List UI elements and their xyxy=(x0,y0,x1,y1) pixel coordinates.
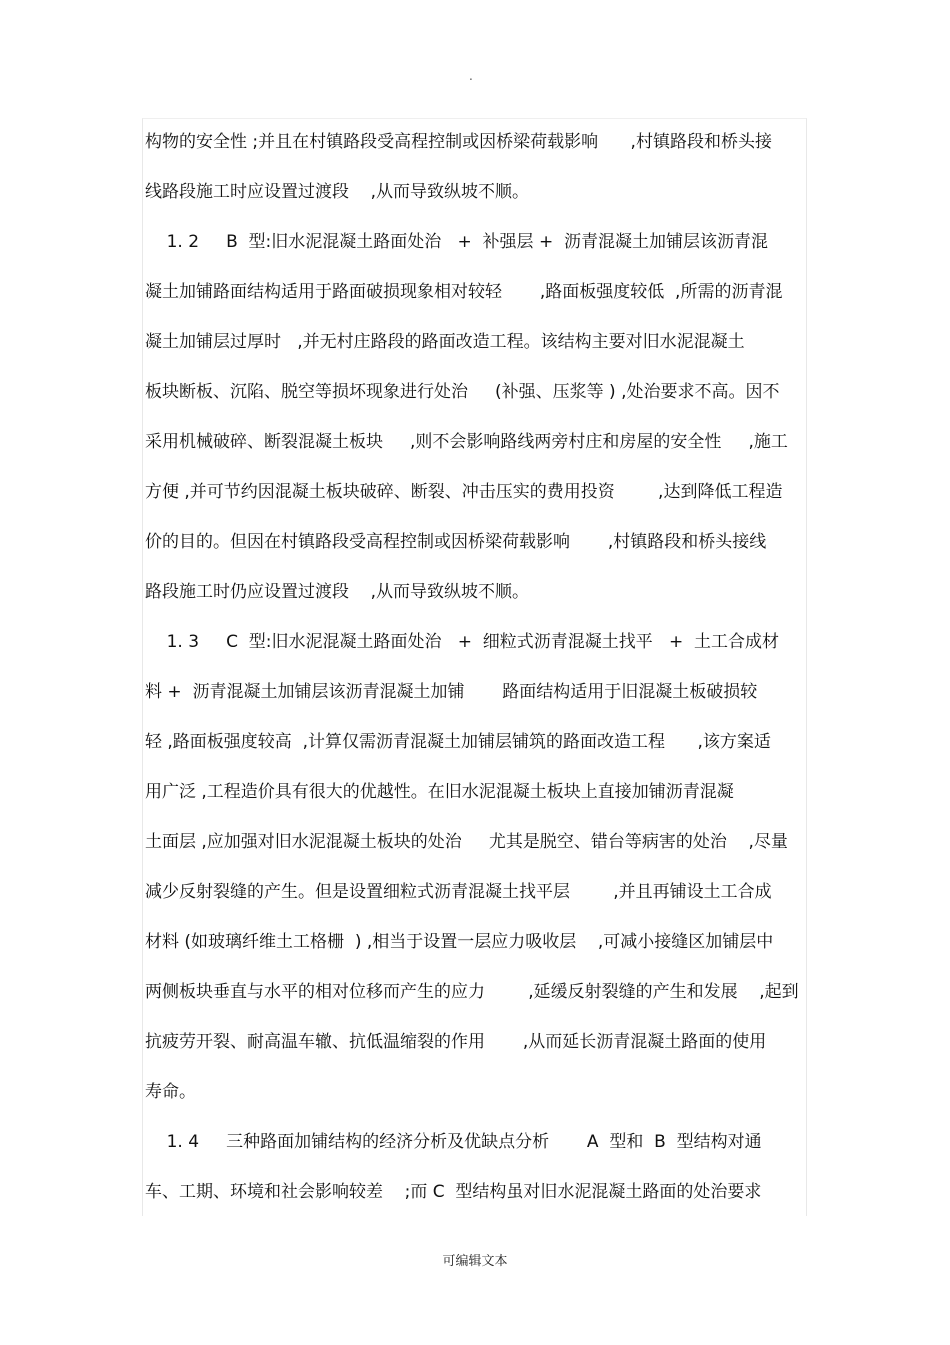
text-line: 轻 ,路面板强度较高 ,计算仅需沥青混凝土加铺层铺筑的路面改造工程 ,该方案适 xyxy=(145,732,771,752)
text-line: 寿命。 xyxy=(145,1082,196,1102)
text-line: 路段施工时仍应设置过渡段 ,从而导致纵坡不顺。 xyxy=(145,582,530,602)
text-line: 两侧板块垂直与水平的相对位移而产生的应力 ,延缓反射裂缝的产生和发展 ,起到 xyxy=(145,982,799,1002)
text-line: 板块断板、沉陷、脱空等损坏现象进行处治 (补强、压浆等 ) ,处治要求不高。因不 xyxy=(145,382,780,402)
text-line: 构物的安全性 ;并且在村镇路段受高程控制或因桥梁荷载影响 ,村镇路段和桥头接 xyxy=(145,132,772,152)
text-line: 采用机械破碎、断裂混凝土板块 ,则不会影响路线两旁村庄和房屋的安全性 ,施工 xyxy=(145,432,788,452)
text-line: 用广泛 ,工程造价具有很大的优越性。在旧水泥混凝土板块上直接加铺沥青混凝 xyxy=(145,782,734,802)
page-footer: 可编辑文本 xyxy=(442,1254,508,1269)
text-line: 方便 ,并可节约因混凝土板块破碎、断裂、冲击压实的费用投资 ,达到降低工程造 xyxy=(145,482,783,502)
text-line: 减少反射裂缝的产生。但是设置细粒式沥青混凝土找平层 ,并且再铺设土工合成 xyxy=(145,882,772,902)
page-top-mark: . xyxy=(469,69,473,83)
text-line: 抗疲劳开裂、耐高温车辙、抗低温缩裂的作用 ,从而延长沥青混凝土路面的使用 xyxy=(145,1032,767,1052)
text-line: 价的目的。但因在村镇路段受高程控制或因桥梁荷载影响 ,村镇路段和桥头接线 xyxy=(145,532,767,552)
text-line: 凝土加铺层过厚时 ,并无村庄路段的路面改造工程。该结构主要对旧水泥混凝土 xyxy=(145,332,745,352)
text-line: 车、工期、环境和社会影响较差 ;而 C 型结构虽对旧水泥混凝土路面的处治要求 xyxy=(145,1182,762,1202)
text-line: 1. 4 三种路面加铺结构的经济分析及优缺点分析 A 型和 B 型结构对通 xyxy=(145,1132,762,1152)
text-line: 土面层 ,应加强对旧水泥混凝土板块的处治 尤其是脱空、错台等病害的处治 ,尽量 xyxy=(145,832,788,852)
text-line: 材料 (如玻璃纤维土工格栅 ) ,相当于设置一层应力吸收层 ,可减小接缝区加铺层中 xyxy=(145,932,774,952)
text-line: 1. 2 B 型:旧水泥混凝土路面处治 + 补强层 + 沥青混凝土加铺层该沥青混 xyxy=(145,232,768,252)
text-line: 凝土加铺路面结构适用于路面破损现象相对较轻 ,路面板强度较低 ,所需的沥青混 xyxy=(145,282,783,302)
text-line: 料 + 沥青混凝土加铺层该沥青混凝土加铺 路面结构适用于旧混凝土板破损较 xyxy=(145,682,758,702)
text-line: 线路段施工时应设置过渡段 ,从而导致纵坡不顺。 xyxy=(145,182,530,202)
text-line: 1. 3 C 型:旧水泥混凝土路面处治 + 细粒式沥青混凝土找平 + 土工合成材 xyxy=(145,632,780,652)
